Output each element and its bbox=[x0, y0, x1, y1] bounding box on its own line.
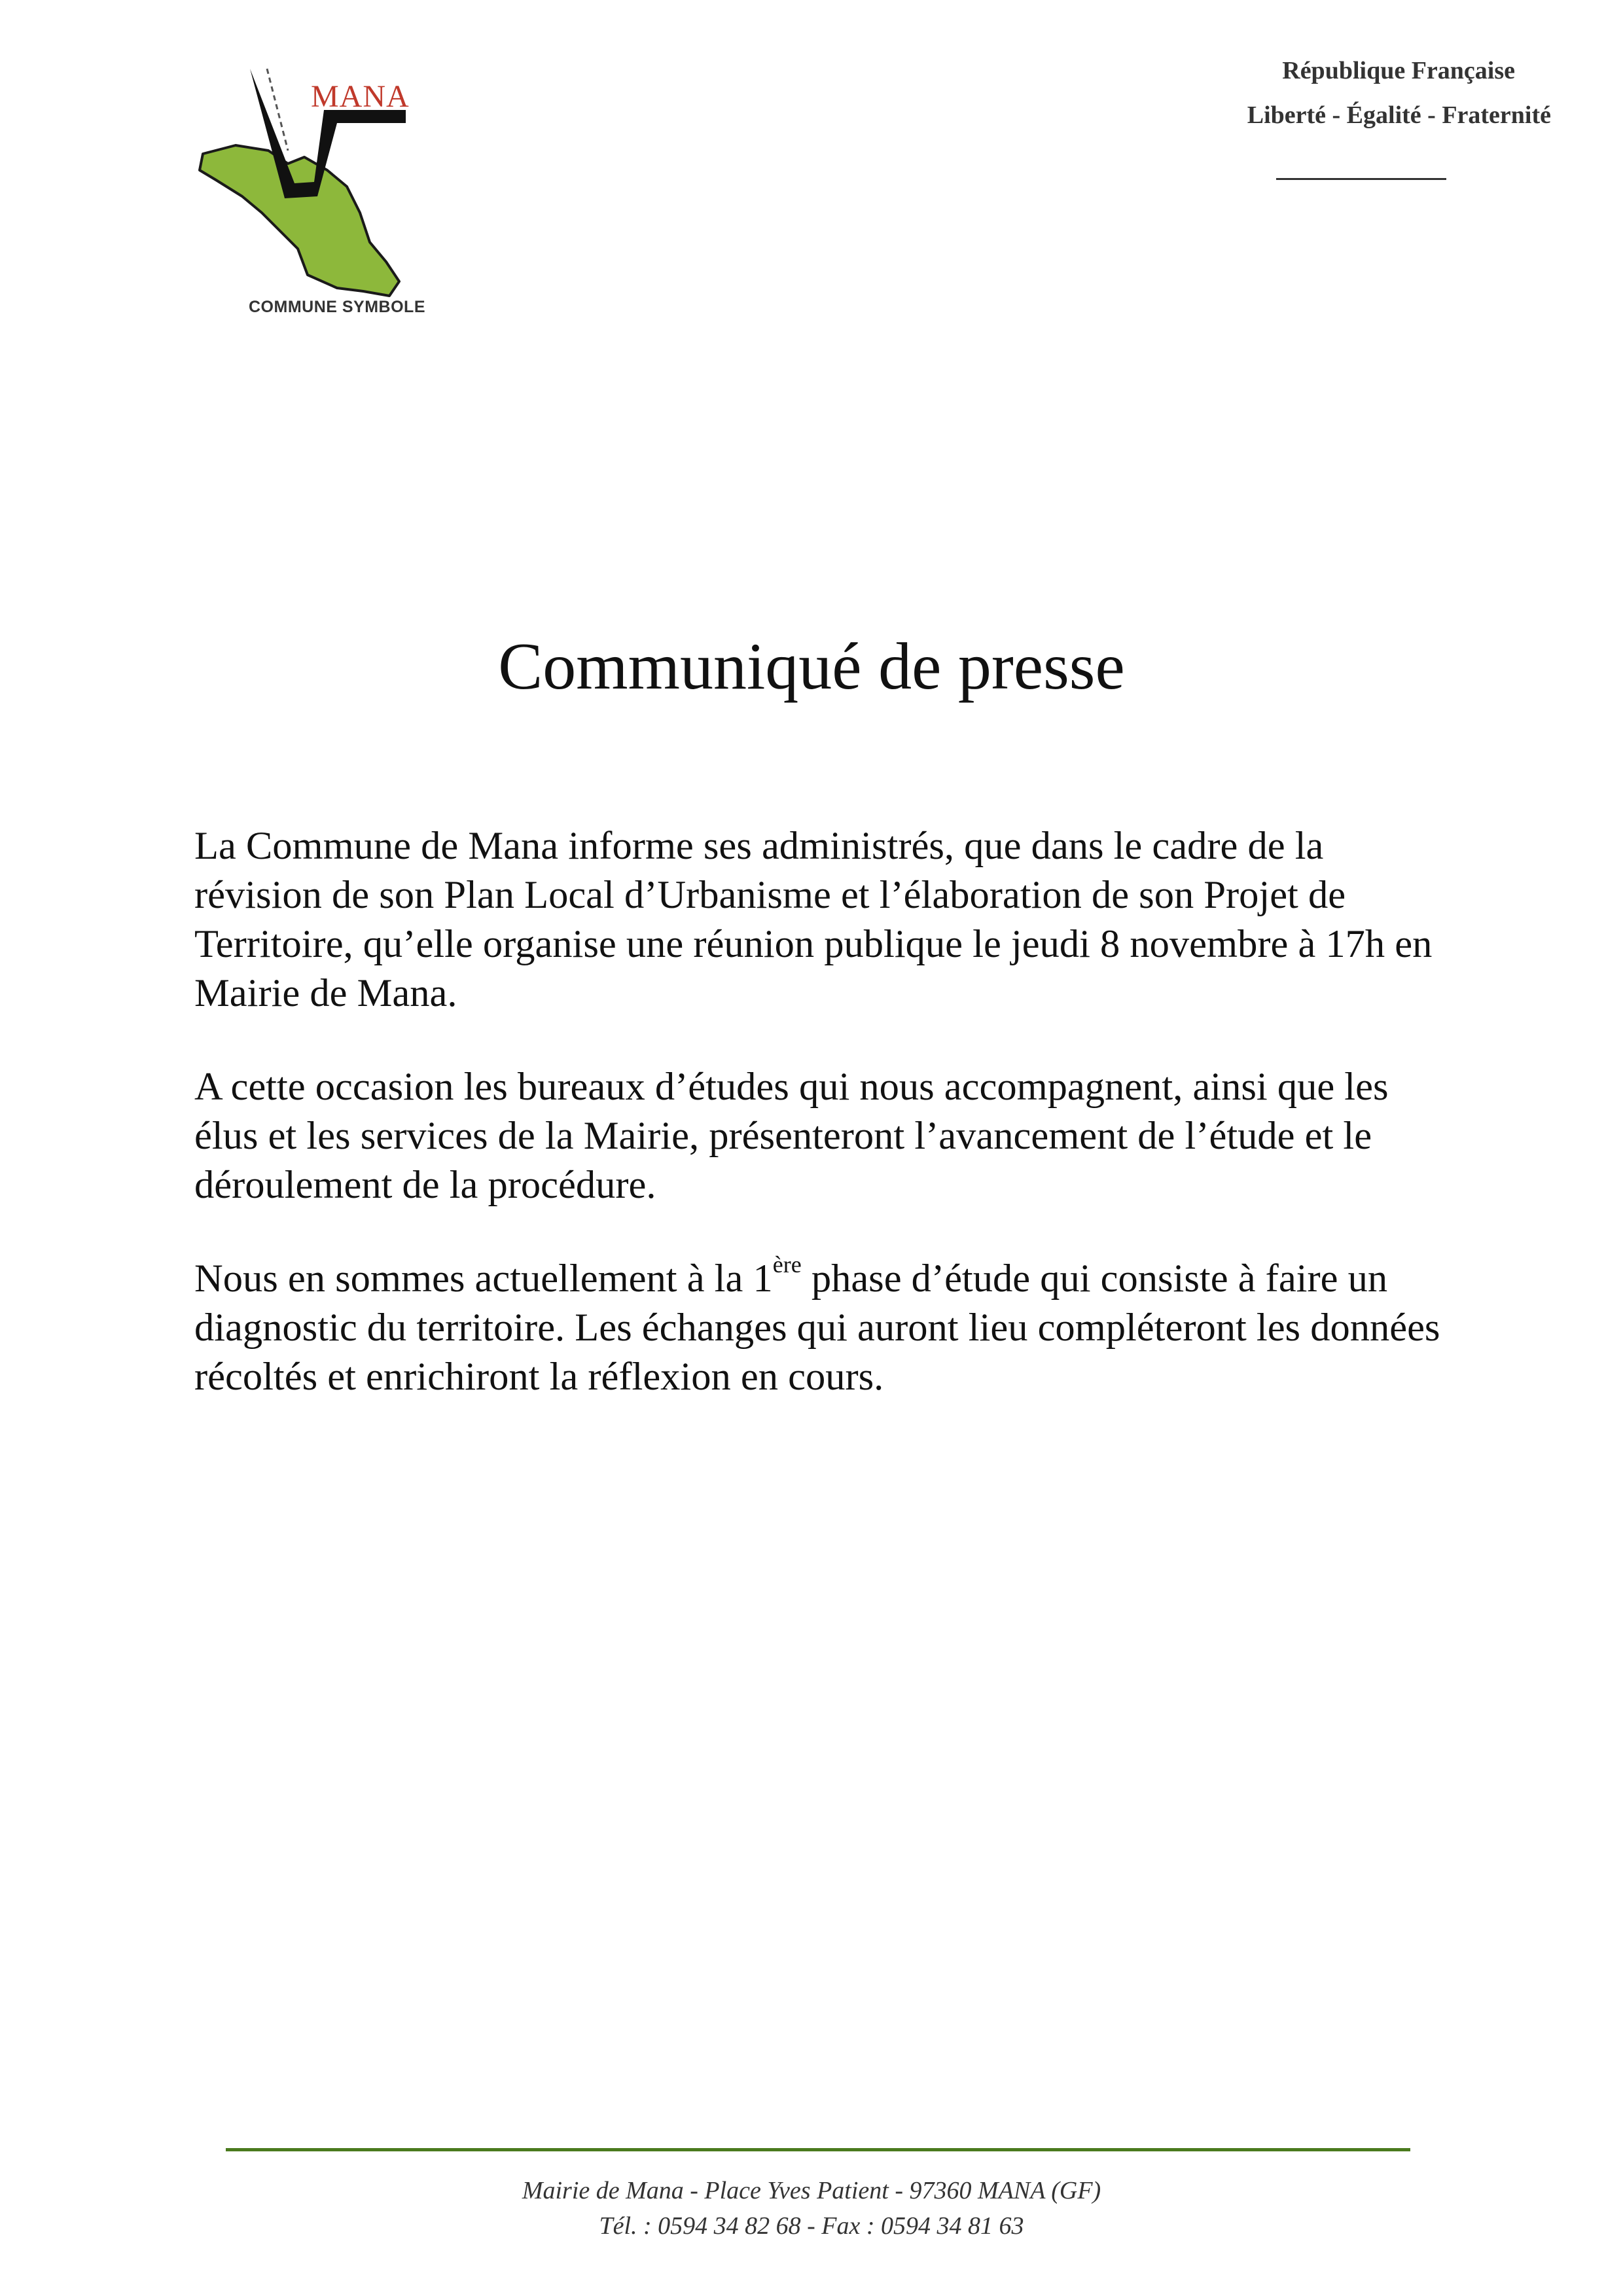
footer bbox=[0, 2173, 1623, 2244]
paragraph-3-start: Nous en sommes actuellement à la 1 bbox=[194, 1257, 773, 1300]
republic-name: République Française bbox=[1282, 57, 1515, 84]
header-divider bbox=[1276, 178, 1446, 180]
ordinal-superscript: ère bbox=[772, 1251, 802, 1278]
footer-address: Mairie de Mana - Place Yves Patient - 97360 MANA (GF) bbox=[522, 2177, 1101, 2204]
press-release-body bbox=[194, 821, 1457, 1446]
footer-divider bbox=[226, 2148, 1410, 2151]
commune-logo bbox=[190, 65, 452, 340]
paragraph-3 bbox=[194, 1251, 1457, 1401]
paragraph-3-end: phase d’étude qui consiste à faire un diagnostic du territoire. Les échanges qui auront lieu compléteront les données récoltés et enrichiront la réflexion en cours. bbox=[194, 1257, 1440, 1399]
republic-header bbox=[1093, 52, 1551, 141]
logo-caption: COMMUNE SYMBOLE bbox=[249, 298, 425, 316]
footer-contact: Tél. : 0594 34 82 68 - Fax : 0594 34 81 63 bbox=[599, 2212, 1024, 2240]
page-title: Communiqué de presse bbox=[498, 630, 1125, 704]
paragraph-2: A cette occasion les bureaux d’études qui nous accompagnent, ainsi que les élus et les services de la Mairie, présenteront l’avancement de l’étude et le déroulement de la procédure. bbox=[194, 1065, 1389, 1207]
republic-motto: Liberté - Égalité - Fraternité bbox=[1247, 101, 1551, 129]
paragraph-1: La Commune de Mana informe ses administrés, que dans le cadre de la révision de son Plan Local d’Urbanisme et l’élaboration de son Projet de Territoire, qu’elle organise une réunion publique le jeudi 8 novembre à 17h en Mairie de Mana. bbox=[194, 824, 1433, 1015]
logo-name: MANA bbox=[311, 79, 410, 114]
